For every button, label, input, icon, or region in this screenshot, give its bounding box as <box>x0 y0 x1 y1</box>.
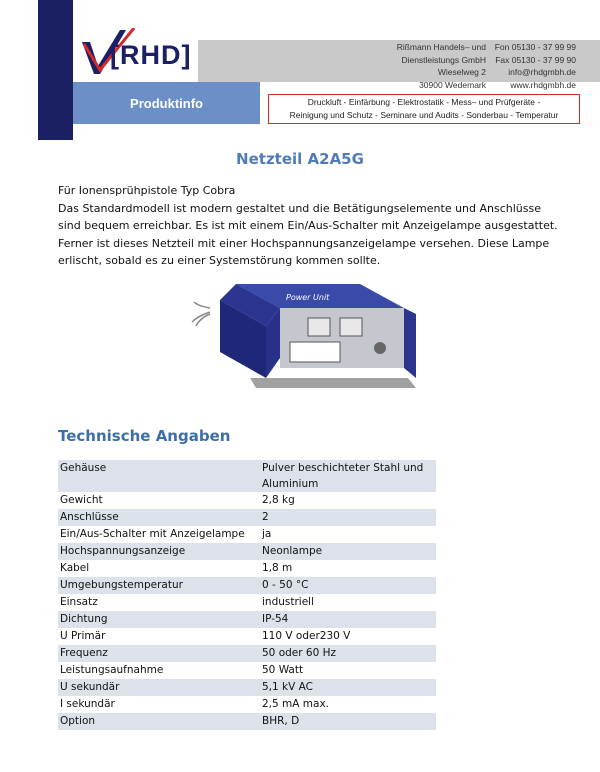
power-unit-image <box>190 278 420 398</box>
product-description <box>58 182 558 270</box>
table-row: I sekundär 2,5 mA max. <box>58 696 436 713</box>
table-row: Umgebungstemperatur 0 - 50 °C <box>58 577 436 594</box>
power-unit-label: Power Unit <box>286 293 330 302</box>
category-list: Druckluft - Einfärbung - Elektrostatik - Mess– und Prüfgeräte - Reinigung und Schutz - Seminare und Audits - Sonderbau - Temperatur <box>268 94 580 124</box>
description-body: Das Standardmodell ist modern gestaltet und die Betätigungselemente und Anschlüsse sind bequem erreichbar. Es ist mit einem Ein/Aus-Schalter mit Anzeigelampe ausgestattet. Ferner ist dieses Netzteil mit einer Hochspannungsanzeigelampe versehen. Diese Lampe erlischt, sobald es zu einer Systemstörung kommen sollte. <box>58 201 558 267</box>
specs-heading: Technische Angaben <box>58 427 231 445</box>
table-row: U sekundär 5,1 kV AC <box>58 679 436 696</box>
table-row: Anschlüsse 2 <box>58 509 436 526</box>
description-subtitle: Für Ionensprühpistole Typ Cobra <box>58 184 236 197</box>
table-row: Kabel 1,8 m <box>58 560 436 577</box>
table-row: Gehäuse Pulver beschichteter Stahl und Aluminium <box>58 460 436 492</box>
specs-table <box>58 460 436 730</box>
page-title: Netzteil A2A5G <box>236 150 364 168</box>
table-row: Option BHR, D <box>58 713 436 730</box>
table-row: Ein/Aus-Schalter mit Anzeigelampe ja <box>58 526 436 543</box>
table-row: U Primär 110 V oder230 V <box>58 628 436 645</box>
company-contact: Fon 05130 - 37 99 99 Fax 05130 - 37 99 90 info@rhdgmbh.de www.rhdgmbh.de <box>494 42 576 90</box>
table-row: Einsatz industriell <box>58 594 436 611</box>
table-row: Frequenz 50 oder 60 Hz <box>58 645 436 662</box>
table-row: Leistungsaufnahme 50 Watt <box>58 662 436 679</box>
table-row: Dichtung IP-54 <box>58 611 436 628</box>
table-row: Hochspannungsanzeige Neonlampe <box>58 543 436 560</box>
navy-accent-bar <box>38 0 73 140</box>
logo-text: [RHD] <box>110 40 192 70</box>
table-row: Gewicht 2,8 kg <box>58 492 436 509</box>
produktinfo-label: Produktinfo <box>73 82 260 124</box>
company-address: Rißmann Handels– und Dienstleistungs GmbH Wieselweg 2 30900 Wedemark <box>396 42 486 90</box>
